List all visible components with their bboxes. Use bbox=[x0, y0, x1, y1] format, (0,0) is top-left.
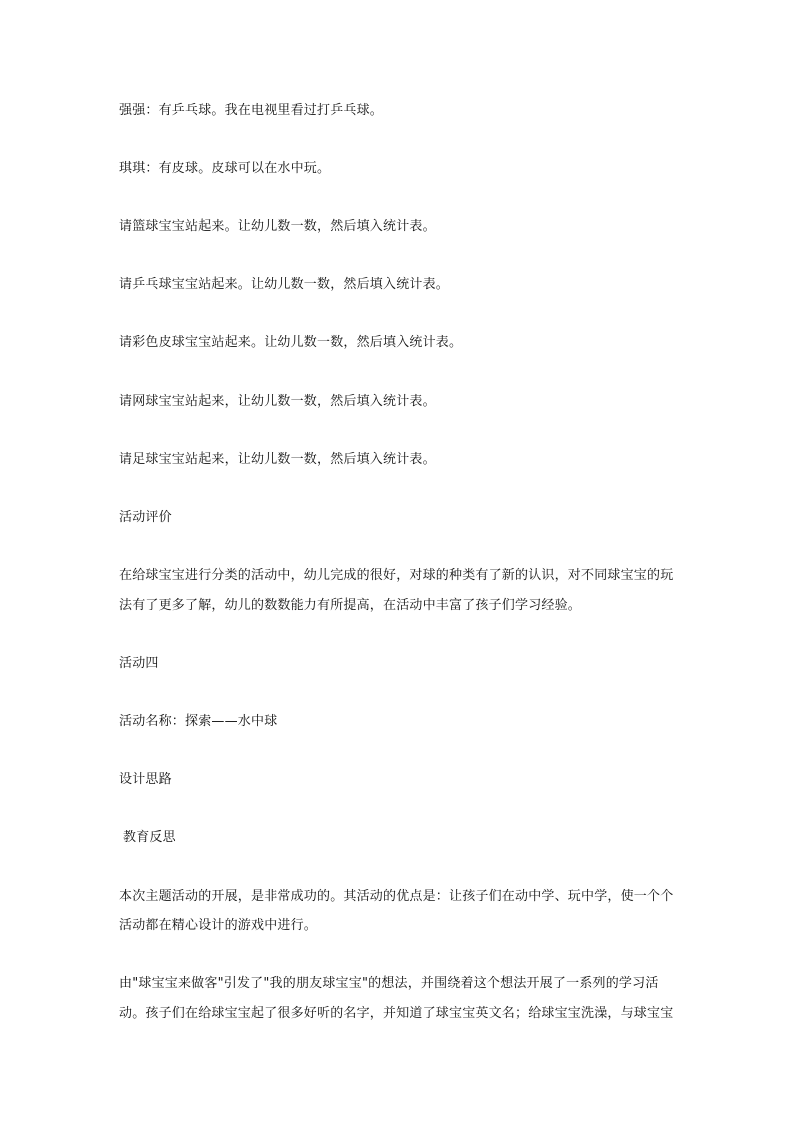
instruction-pingpong: 请乒乓球宝宝站起来。让幼儿数一数，然后填入统计表。 bbox=[119, 277, 450, 292]
activity-name: 活动名称：探索——水中球 bbox=[119, 714, 278, 729]
dialogue-qiangqiang: 强强：有乒乓球。我在电视里看过打乒乓球。 bbox=[119, 103, 384, 118]
reflection-paragraph2-line-2: 动。孩子们在给球宝宝起了很多好听的名字，并知道了球宝宝英文名；给球宝宝洗澡，与球宝宝 bbox=[119, 1006, 674, 1021]
heading-activity-four: 活动四 bbox=[119, 656, 159, 671]
dialogue-qiqi: 琪琪：有皮球。皮球可以在水中玩。 bbox=[119, 161, 331, 176]
instruction-football: 请足球宝宝站起来，让幼儿数一数，然后填入统计表。 bbox=[119, 452, 436, 467]
instruction-basketball: 请篮球宝宝站起来。让幼儿数一数，然后填入统计表。 bbox=[119, 219, 436, 234]
heading-activity-evaluation: 活动评价 bbox=[119, 510, 172, 525]
evaluation-paragraph-line-1: 在给球宝宝进行分类的活动中，幼儿完成的很好，对球的种类有了新的认识，对不同球宝宝的玩 bbox=[119, 568, 674, 583]
evaluation-paragraph-line-2: 法有了更多了解，幼儿的数数能力有所提高，在活动中丰富了孩子们学习经验。 bbox=[119, 598, 582, 613]
instruction-color-ball: 请彩色皮球宝宝站起来。让幼儿数一数，然后填入统计表。 bbox=[119, 335, 463, 350]
reflection-paragraph-line-1: 本次主题活动的开展，是非常成功的。其活动的优点是：让孩子们在动中学、玩中学，使一个个 bbox=[119, 889, 674, 904]
heading-design-idea: 设计思路 bbox=[119, 772, 172, 787]
instruction-tennis: 请网球宝宝站起来，让幼儿数一数，然后填入统计表。 bbox=[119, 394, 436, 409]
reflection-paragraph-line-2: 活动都在精心设计的游戏中进行。 bbox=[119, 918, 318, 933]
heading-education-reflection: 教育反思 bbox=[123, 830, 176, 845]
reflection-paragraph2-line-1: 由"球宝宝来做客"引发了"我的朋友球宝宝"的想法，并围绕着这个想法开展了一系列的学习活 bbox=[119, 976, 659, 991]
